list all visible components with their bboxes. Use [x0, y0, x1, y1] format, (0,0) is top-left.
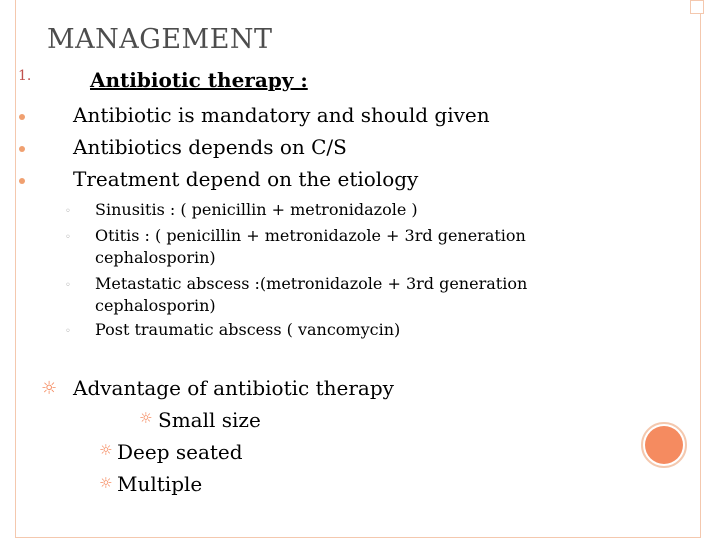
advantage-heading: Advantage of antibiotic therapy [73, 376, 394, 400]
section-heading: Antibiotic therapy : [90, 68, 308, 92]
frame-top-corner [690, 0, 704, 14]
list-number: 1. [18, 68, 32, 84]
bullet-item: Antibiotic is mandatory and should given [73, 103, 490, 127]
sub-bullet-item: Post traumatic abscess ( vancomycin) [95, 320, 401, 339]
sub-bullet-item: Metastatic abscess :(metronidazole + 3rd generation [95, 274, 528, 293]
decorative-circle [645, 426, 683, 464]
advantage-item: Multiple [117, 472, 203, 496]
sun-bullet-icon: ☼ [99, 441, 113, 459]
sub-bullet-item-continued: cephalosporin) [95, 248, 216, 267]
bullet-item: Treatment depend on the etiology [73, 167, 419, 191]
sub-bullet-icon: ◦ [65, 232, 71, 243]
bullet-icon [19, 178, 25, 184]
bullet-item: Antibiotics depends on C/S [73, 135, 347, 159]
sub-bullet-item-continued: cephalosporin) [95, 296, 216, 315]
page-title: MANAGEMENT [47, 24, 273, 55]
sun-bullet-icon: ☼ [41, 378, 58, 399]
advantage-item: Deep seated [117, 440, 243, 464]
sub-bullet-icon: ◦ [65, 326, 71, 337]
sub-bullet-item: Sinusitis : ( penicillin + metronidazole ) [95, 200, 418, 219]
sub-bullet-icon: ◦ [65, 280, 71, 291]
bullet-icon [19, 146, 25, 152]
sun-bullet-icon: ☼ [139, 409, 153, 427]
advantage-item: Small size [158, 408, 261, 432]
sub-bullet-icon: ◦ [65, 206, 71, 217]
sub-bullet-item: Otitis : ( penicillin + metronidazole + 3rd generation [95, 226, 526, 245]
sun-bullet-icon: ☼ [99, 474, 113, 492]
bullet-icon [19, 114, 25, 120]
